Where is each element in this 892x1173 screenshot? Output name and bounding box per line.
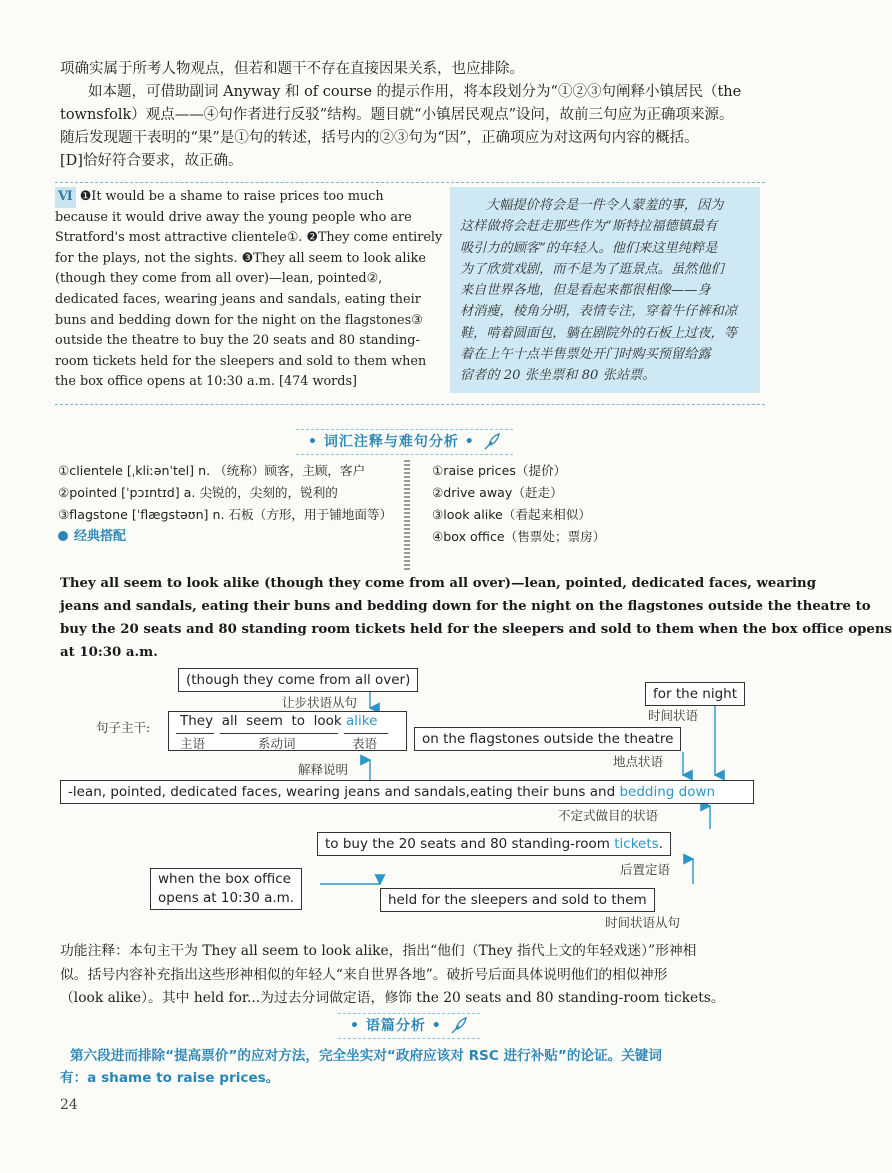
zh-line: 为了欣赏戏剧，而不是为了逛景点。虽然他们 bbox=[460, 261, 724, 277]
discourse-analysis bbox=[60, 1045, 770, 1089]
zh-line: 大幅提价将会是一件令人蒙羞的事，因为 bbox=[486, 198, 724, 213]
intro-line: 如本题，可借助副词 Anyway 和 of course 的提示作用，将本段划分为“①②③句阐释小镇居民（the bbox=[88, 84, 742, 100]
en-line: dedicated faces, wearing jeans and sandals, eating their bbox=[55, 291, 421, 307]
flagstones-box: on the flagstones outside the theatre bbox=[414, 727, 681, 751]
zh-line: 吸引力的顾客”的年轻人。他们来这里纯粹是 bbox=[460, 240, 718, 256]
paragraph-number: Ⅵ bbox=[55, 187, 76, 208]
for-night-box: for the night bbox=[645, 682, 745, 706]
intro-line: townsfolk）观点——④句作者进行反驳”结构。题目就“小镇居民观点”设问，故前三句应为正确项来源。 bbox=[60, 107, 734, 123]
zh-line: 着在上午十点半售票处开门时购买预留给露 bbox=[460, 347, 711, 363]
en-line: the box office opens at 10:30 a.m. [474 words] bbox=[55, 374, 358, 390]
collocation-item: ①raise prices（提价） bbox=[432, 463, 567, 478]
collocation-item: ④box office（售票处；票房） bbox=[432, 529, 606, 544]
vocab-item: ②pointed [ˈpɔɪntɪd] a. 尖锐的，尖刻的，锐利的 bbox=[58, 485, 338, 500]
page-number: 24 bbox=[60, 1097, 78, 1113]
analysis-line: 有：a shame to raise prices。 bbox=[60, 1070, 280, 1086]
en-line: room tickets held for the sleepers and sold to them when bbox=[55, 353, 427, 369]
en-line: Stratford's most attractive clientele①. ❷They come entirely bbox=[55, 230, 443, 246]
en-line: ❶It would be a shame to raise prices too much bbox=[79, 189, 384, 204]
though-label: 让步状语从句 bbox=[282, 695, 358, 710]
time-label: 时间状语 bbox=[648, 708, 699, 723]
en-line: because it would drive away the young people who are bbox=[55, 209, 412, 225]
discourse-section-title: • 语篇分析 • bbox=[338, 1013, 480, 1039]
analysis-line: 第六段进而排除“提高票价”的应对方法，完全坐实对“政府应该对 RSC 进行补贴”的论证。关键词 bbox=[70, 1048, 662, 1064]
sentence-line: buy the 20 seats and 80 standing room tickets held for the sleepers and sold to them when the box office opens bbox=[60, 622, 892, 637]
place-label: 地点状语 bbox=[613, 754, 664, 769]
sentence-line: at 10:30 a.m. bbox=[60, 645, 158, 660]
purpose-label: 不定式做目的状语 bbox=[558, 808, 659, 823]
collocation-title: 经典搭配 bbox=[58, 526, 392, 548]
explain-label: 解释说明 bbox=[298, 762, 349, 777]
collocation-item: ③look alike（看起来相似） bbox=[432, 507, 591, 522]
when-clause-box: when the box office opens at 10:30 a.m. bbox=[150, 868, 302, 910]
collocation-item: ②drive away（赶走） bbox=[432, 485, 563, 500]
function-note bbox=[60, 940, 770, 1011]
zh-line: 鞋，啃着圆面包，躺在剧院外的石板上过夜，等 bbox=[460, 325, 737, 341]
en-line: buns and bedding down for the night on the flagstones③ bbox=[55, 312, 423, 328]
note-line: 似。括号内容补充指出这些形神相似的年轻人“来自世界各地”。破折号后面具体说明他们的相似神形 bbox=[60, 966, 668, 983]
zh-line: 这样做将会赶走那些作为“斯特拉福德镇最有 bbox=[460, 219, 718, 235]
zh-line: 来自世界各地，但是看起来都很相像——身 bbox=[460, 283, 711, 299]
vocab-section-title: • 词汇注释与难句分析 • bbox=[296, 429, 513, 455]
main-clause-words: They all seem to look alike bbox=[180, 713, 378, 729]
main-clause-label: 句子主干: bbox=[96, 720, 151, 735]
quill-icon bbox=[450, 1017, 468, 1035]
lean-box: -lean, pointed, dedicated faces, wearing jeans and sandals,eating their buns and bedding down bbox=[60, 780, 754, 804]
en-line: outside the theatre to buy the 20 seats and 80 standing- bbox=[55, 333, 420, 349]
note-line: 功能注释：本句主干为 They all seem to look alike，指出“他们（They 指代上文的年轻戏迷）”形神相 bbox=[60, 943, 697, 959]
vocab-item: ①clientele [ˌkliːənˈtel] n. （统称）顾客，主顾，客户 bbox=[58, 463, 366, 478]
subject-label: 主语 bbox=[180, 736, 206, 751]
sentence-line: They all seem to look alike (though they come from all over)—lean, pointed, dedicated faces, wearing bbox=[60, 576, 817, 591]
intro-line: [D]恰好符合要求，故正确。 bbox=[60, 153, 243, 169]
en-line: (though they come from all over)—lean, pointed②, bbox=[55, 271, 383, 287]
verb-label: 系动词 bbox=[258, 736, 296, 751]
note-line: （look alike）。其中 held for...为过去分词做定语，修饰 the 20 seats and 80 standing-room tickets。 bbox=[60, 990, 725, 1006]
sentence-line: jeans and sandals, eating their buns and bedding down for the night on the flagstones outside the theatre to bbox=[60, 599, 871, 614]
zh-line: 材消瘦，棱角分明，表情专注，穿着牛仔裤和凉 bbox=[460, 304, 737, 320]
time-clause-label: 时间状语从句 bbox=[605, 915, 681, 930]
zh-line: 宿者的 20 张坐票和 80 张站票。 bbox=[460, 368, 656, 384]
intro-line: 随后发现题干表明的“果”是①句的转述，括号内的②③句为“因”，正确项应为对这两句内容的概括。 bbox=[60, 130, 699, 146]
buy-box: to buy the 20 seats and 80 standing-room tickets. bbox=[317, 832, 671, 856]
though-clause-box: (though they come from all over) bbox=[178, 668, 418, 692]
postmod-label: 后置定语 bbox=[620, 862, 671, 877]
held-box: held for the sleepers and sold to them bbox=[380, 888, 655, 912]
intro-line: 项确实属于所考人物观点，但若和题干不存在直接因果关系，也应排除。 bbox=[60, 61, 524, 77]
en-line: for the plays, not the sights. ❸They all seem to look alike bbox=[55, 250, 426, 266]
predicative-label: 表语 bbox=[352, 736, 378, 751]
vocab-item: ③flagstone [ˈflæɡstəʊn] n. 石板（方形，用于铺地面等） bbox=[58, 507, 393, 522]
